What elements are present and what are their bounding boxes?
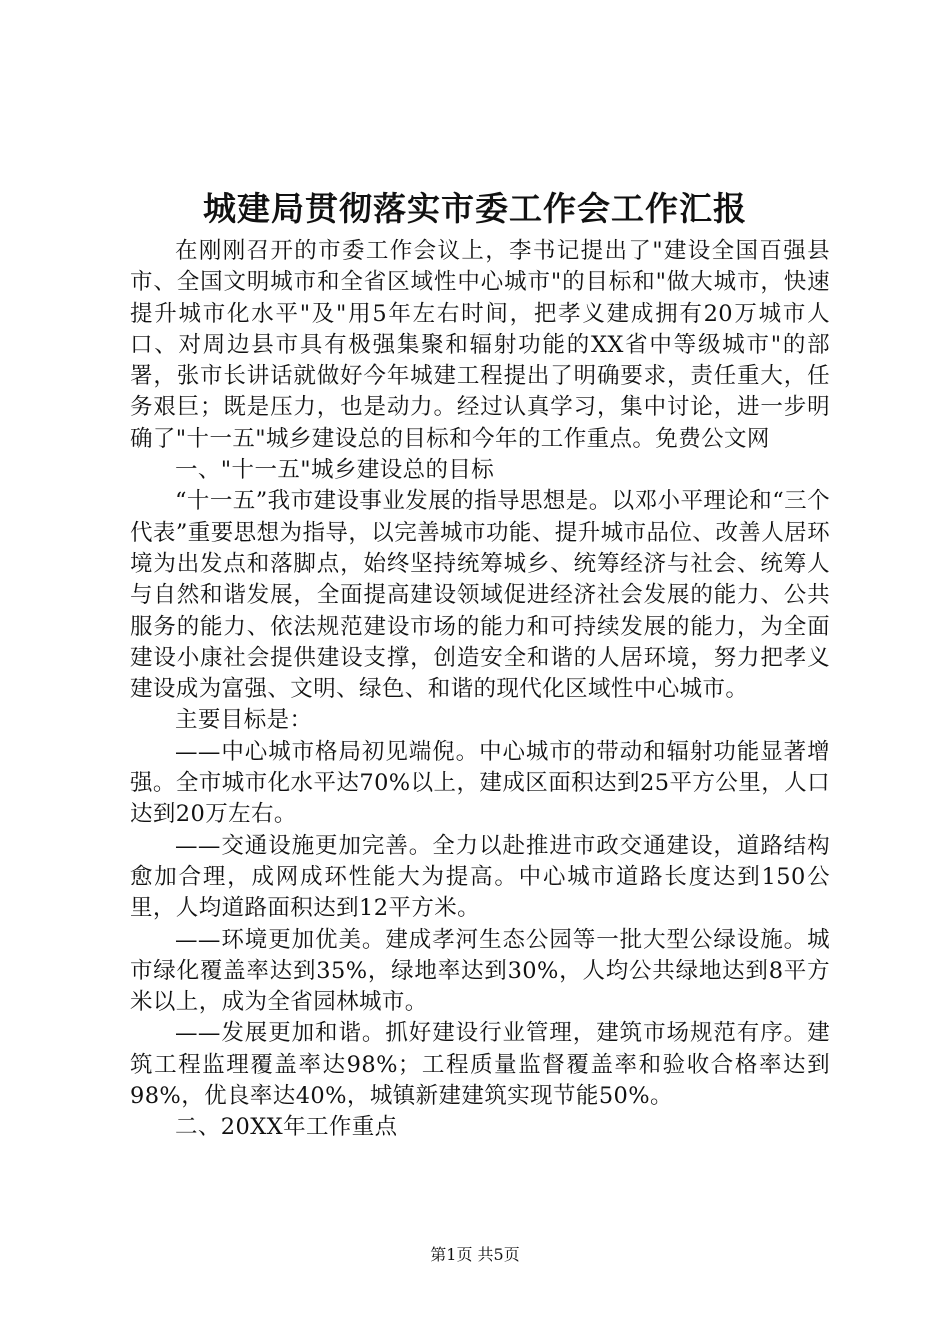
section-heading-key-work: 二、20XX年工作重点 [175, 1114, 398, 1141]
paragraph-goal-environment: ——环境更加优美。建成孝河生态公园等一批大型公绿设施。城市绿化覆盖率达到35%，绿地率达到30%，人均公共绿地达到8平方米以上，成为全省园林城市。 [130, 926, 830, 1016]
paragraph-goal-central-city: ——中心城市格局初见端倪。中心城市的带动和辐射功能显著增强。全市城市化水平达70%以上，建成区面积达到25平方公里，人口达到20万左右。 [130, 738, 830, 828]
section-heading-goals: 一、"十一五"城乡建设总的目标 [175, 457, 495, 484]
paragraph-guiding-ideology: “十一五”我市建设事业发展的指导思想是。以邓小平理论和“三个代表”重要思想为指导，以完善城市功能、提升城市品位、改善人居环境为出发点和落脚点，始终坚持统筹城乡、统筹经济与社会、统筹人与自然和谐发展，全面提高建设领域促进经济社会发展的能力、公共服务的能力、依法规范建设市场的能力和可持续发展的能力，为全面建设小康社会提供建设支撑，创造安全和谐的人居环境，努力把孝义建设成为富强、文明、绿色、和谐的现代化区域性中心城市。 [130, 488, 830, 703]
paragraph-goal-transport: ——交通设施更加完善。全力以赴推进市政交通建设，道路结构愈加合理，成网成环性能大为提高。中心城市道路长度达到150公里，人均道路面积达到12平方米。 [130, 832, 830, 922]
paragraph-main-goals-label: 主要目标是： [175, 707, 313, 734]
document-body [130, 236, 830, 1144]
document-title: 城建局贯彻落实市委工作会工作汇报 [203, 189, 747, 228]
paragraph-goal-harmony: ——发展更加和谐。抓好建设行业管理，建筑市场规范有序。建筑工程监理覆盖率达98%；工程质量监督覆盖率和验收合格率达到98%，优良率达40%，城镇新建建筑实现节能50%。 [130, 1020, 830, 1110]
paragraph-intro: 在刚刚召开的市委工作会议上，李书记提出了"建设全国百强县市、全国文明城市和全省区域性中心城市"的目标和"做大城市，快速提升城市化水平"及"用5年左右时间，把孝义建成拥有20万城市人口、对周边县市具有极强集聚和辐射功能的XX省中等级城市"的部署，张市长讲话就做好今年城建工程提出了明确要求，责任重大，任务艰巨；既是压力，也是动力。经过认真学习，集中讨论，进一步明确了"十一五"城乡建设总的目标和今年的工作重点。免费公文网 [130, 238, 830, 452]
page-number-footer: 第1页 共5页 [430, 1245, 520, 1264]
